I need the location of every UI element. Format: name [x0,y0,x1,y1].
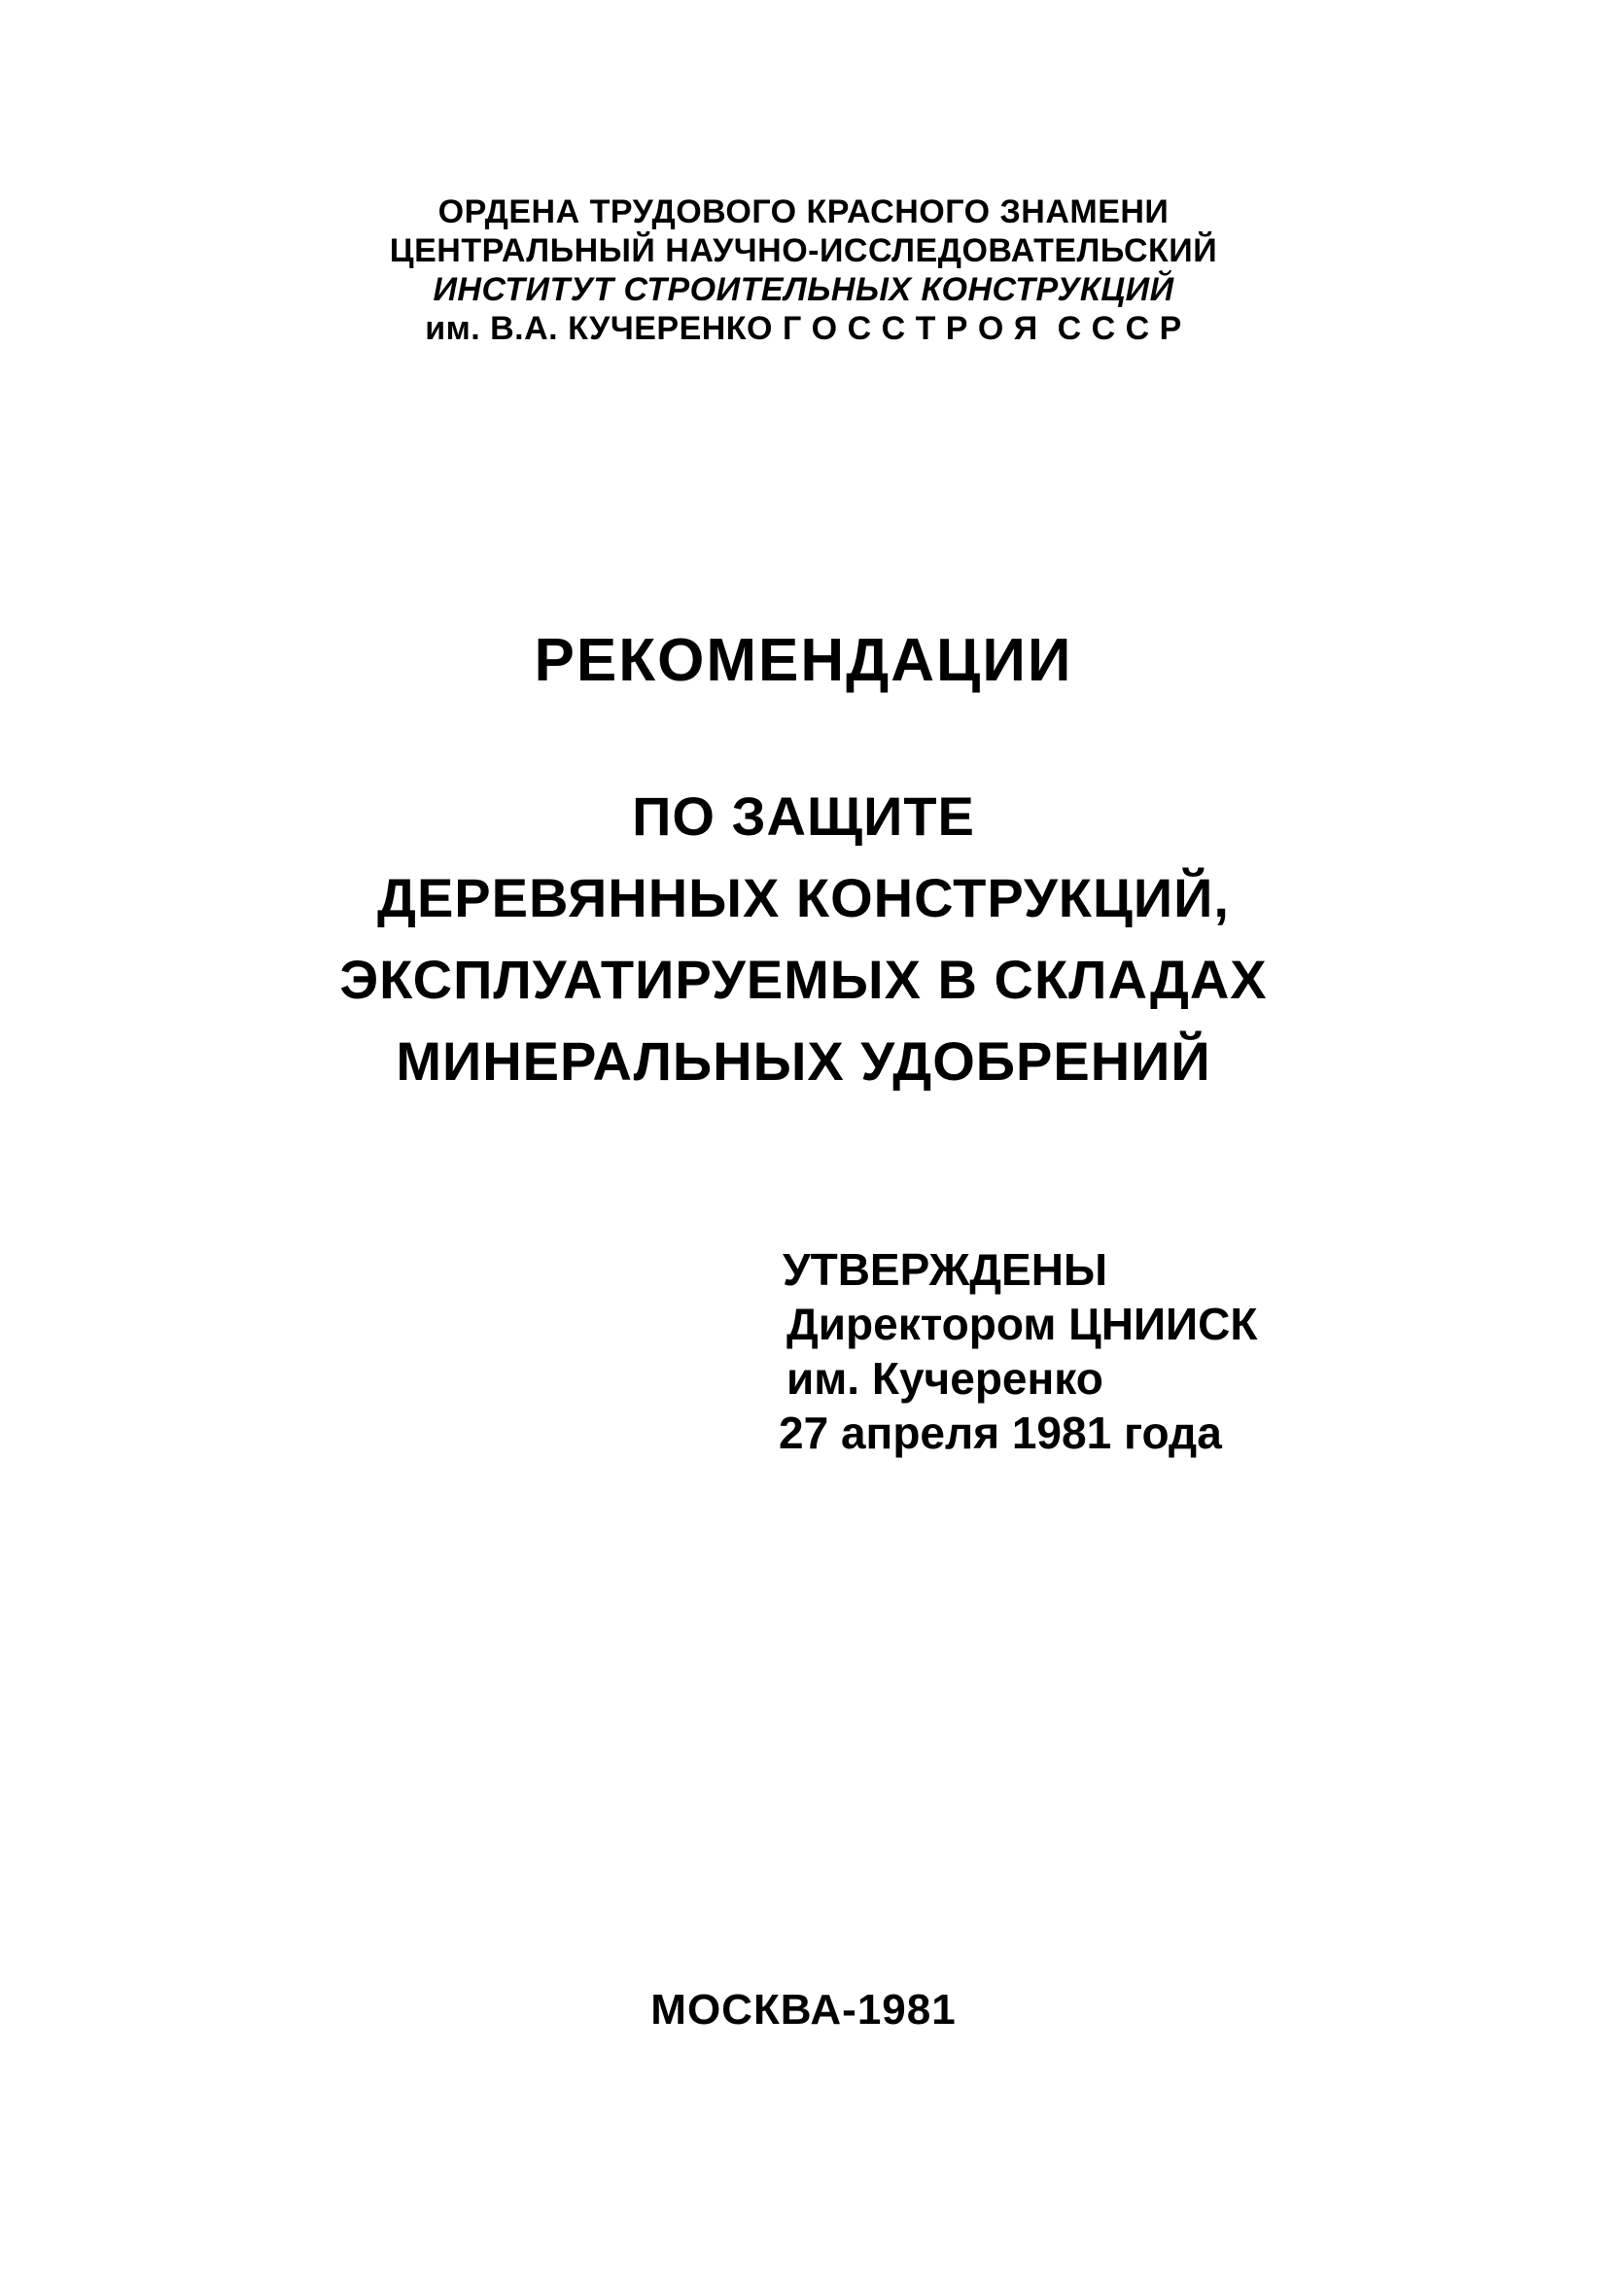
subtitle-line-3: ЭКСПЛУАТИРУЕМЫХ В СКЛАДАХ [339,949,1268,1010]
approval-line-3: им. Кучеренко [786,1353,1103,1404]
subtitle-line-4: МИНЕРАЛЬНЫХ УДОБРЕНИЙ [396,1030,1211,1092]
approval-line-2: Директором ЦНИИСК [786,1299,1258,1349]
subtitle-line-1: ПО ЗАЩИТЕ [632,785,975,847]
approval-date: 27 апреля 1981 года [779,1408,1222,1458]
organization-header [0,192,1607,348]
document-title: РЕКОМЕНДАЦИИ [534,627,1073,694]
organization-line-2: ЦЕНТРАЛЬНЫЙ НАУЧНО-ИССЛЕДОВАТЕЛЬСКИЙ [389,232,1218,269]
approval-line-1: УТВЕРЖДЕНЫ [783,1244,1107,1295]
subtitle-line-2: ДЕРЕВЯННЫХ КОНСТРУКЦИЙ, [377,867,1230,928]
publication-place-year: МОСКВА-1981 [650,1986,957,2034]
approval-block [779,1242,1258,1460]
organization-line-1: ОРДЕНА ТРУДОВОГО КРАСНОГО ЗНАМЕНИ [437,193,1170,230]
organization-line-4: им. В.А. КУЧЕРЕНКО Г О С С Т Р О Я С С С Р [425,310,1182,347]
organization-line-3: ИНСТИТУТ СТРОИТЕЛЬНЫХ КОНСТРУКЦИЙ [433,271,1174,308]
document-subtitle [0,776,1607,1102]
